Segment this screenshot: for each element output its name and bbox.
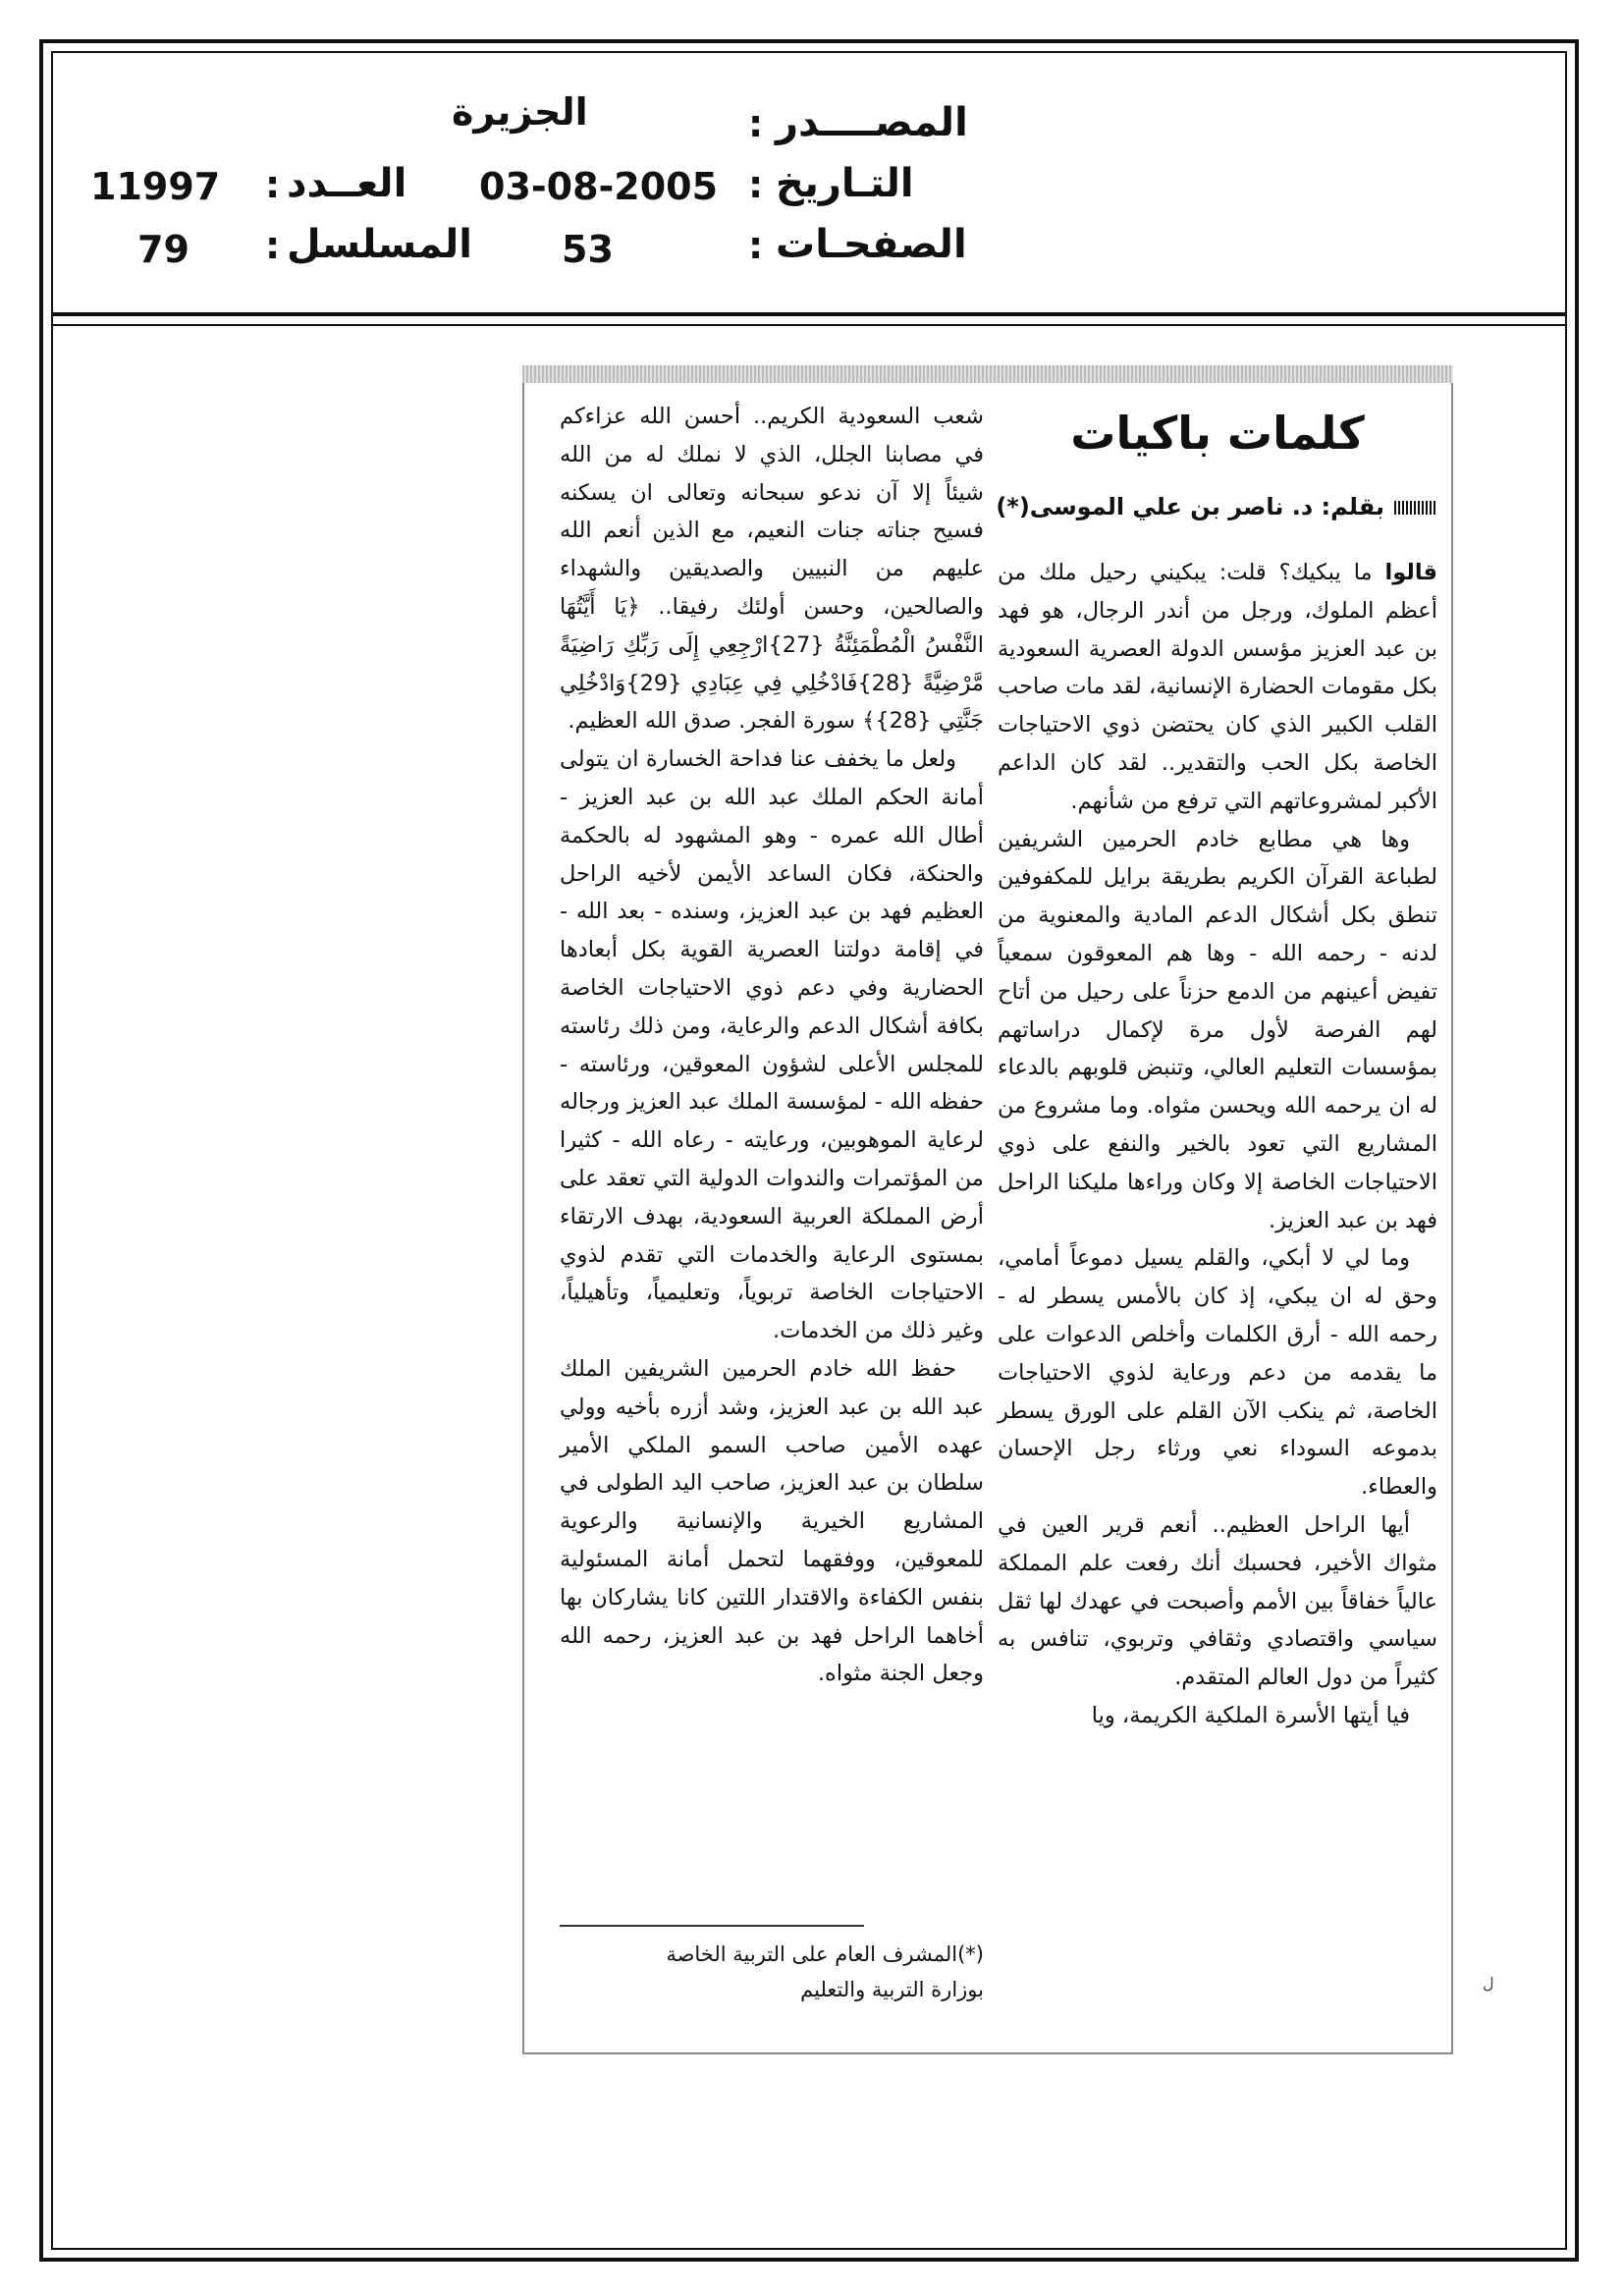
paragraph-text: ما يبكيك؟ قلت: يبكيني رحيل ملك من أعظم الملوك، ورجل من أندر الرجال، هو فهد بن عبد العزيز مؤسس الدولة العصرية السعودية بكل مقومات الحضارة الإنسانية، لقد مات صاحب القلب الكبير الذي كان يحتضن ذوي الاحتياجات الخاصة بكل الحب والتقدير.. لقد كان الداعم الأكبر لمشروعاتهم التي ترفع من شأنهم. [998, 560, 1437, 814]
serial-colon: : [265, 224, 281, 267]
paragraph: وما لي لا أبكي، والقلم يسيل دموعاً أمامي، وحق له ان يبكي، إذ كان بالأمس يسطر له - رحمه الله - أرق الكلمات وأخلص الدعوات على ما يقدمه من دعم ورعاية لذوي الاحتياجات الخاصة، ثم ينكب الآن القلم على الورق يسطر بدموعه السوداء نعي ورثاء رجل الإحسان والعطاء. [998, 1245, 1437, 1501]
byline-text: بقلم: د. ناصر بن علي الموسى(*) [996, 493, 1384, 520]
paragraph: وها هي مطابع خادم الحرمين الشريفين لطباعة القرآن الكريم بطريقة برايل للمكفوفين تنطق بكل أشكال الدعم المادية والمعنوية من لدنه - رحمه الله - وها هم المعوقون سمعياً تفيض أعينهم من الدمع حزناً على رحيل من أتاح لهم الفرصة لأول مرة لإكمال دراساتهم بمؤسسات التعليم العالي، وتنبض قلوبهم بالدعاء له ان يرحمه الله ويحسن مثواه. وما مشروع من المشاريع التي تعود بالخير والنفع على ذوي الاحتياجات الخاصة إلا وكان وراءها مليكنا الراحل فهد بن عبد العزيز. [998, 826, 1437, 1233]
footnote-line: (*)المشرف العام على التربية الخاصة [666, 1942, 984, 1966]
source-colon: : [748, 102, 764, 145]
serial-label: المسلسل [287, 222, 472, 267]
paragraph: ولعل ما يخفف عنا فداحة الخسارة ان يتولى أمانة الحكم الملك عبد الله بن عبد العزيز - أطال الله عمره - وهو المشهود له بالحكمة والحنكة، فكان الساعد الأيمن لأخيه الراحل العظيم فهد بن عبد العزيز، وسنده - بعد الله - في إقامة دولتنا العصرية القوية بكل أبعادها الحضارية وفي دعم ذوي الاحتياجات الخاصة بكافة أشكال الدعم والرعاية، ومن ذلك رئاسته للمجلس الأعلى لشؤون المعوقين، ورئاسته - حفظه الله - لمؤسسة الملك عبد العزيز ورجاله لرعاية الموهوبين، ورعايته - رعاه الله - كثيرا من المؤتمرات والندوات الدولية التي تعقد على أرض المملكة العربية السعودية، بهدف الارتقاء بمستوى الرعاية والخدمات التي تقدم لذوي الاحتياجات الخاصة تربوياً، وتعليمياً، وتأهيلياً، وغير ذلك من الخدمات. [560, 746, 984, 1344]
issue-colon: : [265, 163, 281, 206]
header-divider-thin [51, 324, 1567, 326]
article-column-right [998, 554, 1437, 1735]
footnote-line: بوزارة التربية والتعليم [800, 1978, 984, 2001]
date-value: 03-08-2005 [479, 165, 719, 208]
source-value: الجزيرة [452, 90, 588, 134]
article-column-left [560, 398, 984, 1693]
paragraph: حفظ الله خادم الحرمين الشريفين الملك عبد الله بن عبد العزيز، وشد أزره بأخيه وولي عهده الأمين صاحب السمو الملكي الأمير سلطان بن عبد العزيز، صاحب اليد الطولى في المشاريع الخيرية والإنسانية والرعوية للمعوقين، ووفقهما لتحمل أمانة المسئولية بنفس الكفاءة والاقتدار اللتين كانا يشاركان بها أخاهما الراحل فهد بن عبد العزيز، رحمه الله وجعل الجنة مثواه. [560, 1355, 984, 1687]
footnote-divider [560, 1925, 864, 1927]
date-colon: : [748, 163, 764, 206]
lead-word: قالوا [1384, 560, 1437, 585]
footnote [560, 1937, 984, 2007]
paragraph [998, 554, 1437, 821]
issue-label: العــدد [287, 161, 407, 206]
article-title: كلمات باكيات [1070, 407, 1365, 460]
paragraph: فيا أيتها الأسرة الملكية الكريمة، ويا [1091, 1702, 1410, 1728]
pages-colon: : [748, 224, 764, 267]
byline-bar [1394, 501, 1437, 515]
byline [998, 487, 1437, 526]
date-label: التـاريخ [776, 161, 914, 206]
pages-value: 53 [562, 228, 614, 271]
paragraph: شعب السعودية الكريم.. أحسن الله عزاءكم في مصابنا الجلل، الذي لا نملك له من الله شيئاً إلا آن ندعو سبحانه وتعالى ان يسكنه فسيح جناته جنات النعيم، مع الذين أنعم الله عليهم من النبيين والصديقين والشهداء والصالحين، وحسن أولئك رفيقا.. ﴿يَا أَيَّتُهَا النَّفْسُ الْمُطْمَئِنَّةُ {27}ارْجِعِي إِلَى رَبِّكِ رَاضِيَةً مَّرْضِيَّةً {28}فَادْخُلِي فِي عِبَادِي {29}وَادْخُلِي جَنَّتِي {28}﴾ سورة الفجر. صدق الله العظيم. [560, 404, 984, 735]
paragraph: أيها الراحل العظيم.. أنعم قرير العين في مثواك الأخير، فحسبك أنك رفعت علم المملكة عالياً خفاقاً بين الأمم وأصبحت في عهدك لها ثقل سياسي واقتصادي وثقافي وتربوي، تنافس به كثيراً من دول العالم المتقدم. [998, 1511, 1437, 1691]
clipping-top-texture [522, 365, 1453, 383]
header-divider [51, 312, 1567, 316]
source-label: المصــــدر [776, 100, 968, 145]
pages-label: الصفحـات [776, 222, 967, 267]
serial-value: 79 [137, 228, 189, 271]
issue-value: 11997 [90, 165, 221, 208]
corner-mark: ل [1483, 1974, 1494, 1993]
